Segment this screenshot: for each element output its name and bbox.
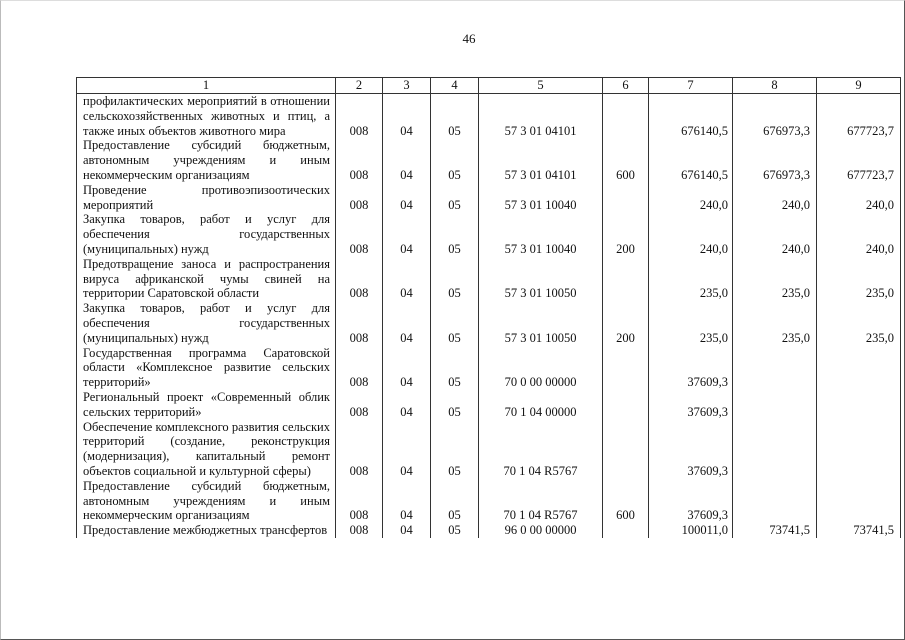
subsection-code-cell: 05	[431, 183, 479, 213]
ministry-code-cell: 008	[336, 212, 383, 256]
subsection-code-cell: 05	[431, 212, 479, 256]
expense-type-cell	[603, 183, 649, 213]
ministry-code-cell: 008	[336, 523, 383, 538]
table-body	[77, 94, 901, 538]
subsection-code-cell: 05	[431, 390, 479, 420]
subsection-code-cell: 05	[431, 346, 479, 390]
ministry-code-cell: 008	[336, 257, 383, 301]
table-row	[77, 257, 901, 301]
target-article-cell: 57 3 01 04101	[479, 94, 603, 139]
subsection-code-cell: 05	[431, 138, 479, 182]
target-article-cell: 57 3 01 10040	[479, 183, 603, 213]
ministry-code-cell: 008	[336, 183, 383, 213]
amount-year3-cell: 240,0	[817, 183, 901, 213]
target-article-cell: 57 3 01 10040	[479, 212, 603, 256]
expense-type-cell	[603, 346, 649, 390]
column-header: 7	[649, 78, 733, 94]
amount-year1-cell: 37609,3	[649, 390, 733, 420]
column-header: 9	[817, 78, 901, 94]
section-code-cell: 04	[383, 420, 431, 479]
target-article-cell: 70 1 04 00000	[479, 390, 603, 420]
subsection-code-cell: 05	[431, 479, 479, 523]
column-header: 8	[733, 78, 817, 94]
amount-year1-cell: 676140,5	[649, 138, 733, 182]
column-header: 3	[383, 78, 431, 94]
table-row	[77, 390, 901, 420]
amount-year1-cell: 240,0	[649, 212, 733, 256]
expense-type-cell	[603, 523, 649, 538]
amount-year2-cell	[733, 346, 817, 390]
amount-year3-cell: 235,0	[817, 257, 901, 301]
table-row	[77, 212, 901, 256]
expense-type-cell: 600	[603, 479, 649, 523]
section-code-cell: 04	[383, 257, 431, 301]
ministry-code-cell: 008	[336, 346, 383, 390]
expense-type-cell	[603, 390, 649, 420]
table-row	[77, 138, 901, 182]
expense-type-cell: 200	[603, 301, 649, 345]
amount-year2-cell: 235,0	[733, 301, 817, 345]
budget-table	[76, 77, 901, 538]
ministry-code-cell: 008	[336, 94, 383, 139]
expense-type-cell	[603, 257, 649, 301]
column-header: 4	[431, 78, 479, 94]
table-row	[77, 523, 901, 538]
expense-type-cell: 600	[603, 138, 649, 182]
subsection-code-cell: 05	[431, 523, 479, 538]
target-article-cell: 57 3 01 04101	[479, 138, 603, 182]
column-header: 1	[77, 78, 336, 94]
row-name-cell: Предоставление межбюджетных трансфертов	[77, 523, 336, 538]
target-article-cell: 70 1 04 R5767	[479, 420, 603, 479]
target-article-cell: 70 1 04 R5767	[479, 479, 603, 523]
row-name-cell: Государственная программа Саратовской области «Комплексное развитие сельских территорий»	[77, 346, 336, 390]
amount-year2-cell	[733, 420, 817, 479]
amount-year2-cell: 73741,5	[733, 523, 817, 538]
amount-year2-cell	[733, 390, 817, 420]
column-header: 2	[336, 78, 383, 94]
row-name-cell: Предотвращение заноса и распространения вируса африканской чумы свиней на территории Саратовской области	[77, 257, 336, 301]
ministry-code-cell: 008	[336, 390, 383, 420]
section-code-cell: 04	[383, 523, 431, 538]
section-code-cell: 04	[383, 94, 431, 139]
amount-year1-cell: 37609,3	[649, 346, 733, 390]
subsection-code-cell: 05	[431, 301, 479, 345]
table-row	[77, 346, 901, 390]
row-name-cell: Предоставление субсидий бюджетным, автономным учреждениям и иным некоммерческим организациям	[77, 138, 336, 182]
amount-year3-cell	[817, 420, 901, 479]
section-code-cell: 04	[383, 479, 431, 523]
row-name-cell: Закупка товаров, работ и услуг для обеспечения государственных (муниципальных) нужд	[77, 212, 336, 256]
ministry-code-cell: 008	[336, 301, 383, 345]
amount-year1-cell: 240,0	[649, 183, 733, 213]
section-code-cell: 04	[383, 138, 431, 182]
row-name-cell: профилактических мероприятий в отношении сельскохозяйственных животных и птиц, а также иных объектов животного мира	[77, 94, 336, 139]
target-article-cell: 57 3 01 10050	[479, 301, 603, 345]
amount-year3-cell	[817, 346, 901, 390]
column-header: 5	[479, 78, 603, 94]
table-row	[77, 420, 901, 479]
amount-year3-cell: 677723,7	[817, 94, 901, 139]
target-article-cell: 70 0 00 00000	[479, 346, 603, 390]
amount-year2-cell	[733, 479, 817, 523]
amount-year2-cell: 240,0	[733, 183, 817, 213]
table-row	[77, 479, 901, 523]
target-article-cell: 57 3 01 10050	[479, 257, 603, 301]
amount-year3-cell: 677723,7	[817, 138, 901, 182]
ministry-code-cell: 008	[336, 138, 383, 182]
row-name-cell: Закупка товаров, работ и услуг для обеспечения государственных (муниципальных) нужд	[77, 301, 336, 345]
amount-year1-cell: 235,0	[649, 301, 733, 345]
header-row	[77, 78, 901, 94]
target-article-cell: 96 0 00 00000	[479, 523, 603, 538]
expense-type-cell	[603, 420, 649, 479]
amount-year3-cell: 240,0	[817, 212, 901, 256]
column-header: 6	[603, 78, 649, 94]
ministry-code-cell: 008	[336, 420, 383, 479]
section-code-cell: 04	[383, 301, 431, 345]
section-code-cell: 04	[383, 212, 431, 256]
subsection-code-cell: 05	[431, 420, 479, 479]
row-name-cell: Предоставление субсидий бюджетным, автономным учреждениям и иным некоммерческим организациям	[77, 479, 336, 523]
amount-year3-cell: 73741,5	[817, 523, 901, 538]
amount-year1-cell: 37609,3	[649, 420, 733, 479]
amount-year1-cell: 100011,0	[649, 523, 733, 538]
subsection-code-cell: 05	[431, 94, 479, 139]
section-code-cell: 04	[383, 390, 431, 420]
page-number: 46	[462, 31, 476, 46]
section-code-cell: 04	[383, 346, 431, 390]
section-code-cell: 04	[383, 183, 431, 213]
table-row	[77, 94, 901, 139]
expense-type-cell: 200	[603, 212, 649, 256]
amount-year3-cell	[817, 479, 901, 523]
subsection-code-cell: 05	[431, 257, 479, 301]
amount-year2-cell: 676973,3	[733, 94, 817, 139]
amount-year2-cell: 676973,3	[733, 138, 817, 182]
amount-year3-cell	[817, 390, 901, 420]
amount-year2-cell: 240,0	[733, 212, 817, 256]
row-name-cell: Региональный проект «Современный облик сельских территорий»	[77, 390, 336, 420]
row-name-cell: Обеспечение комплексного развития сельских территорий (создание, реконструкция (модернизация), капитальный ремонт объектов социальной и культурной сферы)	[77, 420, 336, 479]
row-name-cell: Проведение противоэпизоотических мероприятий	[77, 183, 336, 213]
table-row	[77, 301, 901, 345]
amount-year2-cell: 235,0	[733, 257, 817, 301]
amount-year1-cell: 235,0	[649, 257, 733, 301]
amount-year1-cell: 37609,3	[649, 479, 733, 523]
expense-type-cell	[603, 94, 649, 139]
amount-year3-cell: 235,0	[817, 301, 901, 345]
amount-year1-cell: 676140,5	[649, 94, 733, 139]
ministry-code-cell: 008	[336, 479, 383, 523]
table-row	[77, 183, 901, 213]
